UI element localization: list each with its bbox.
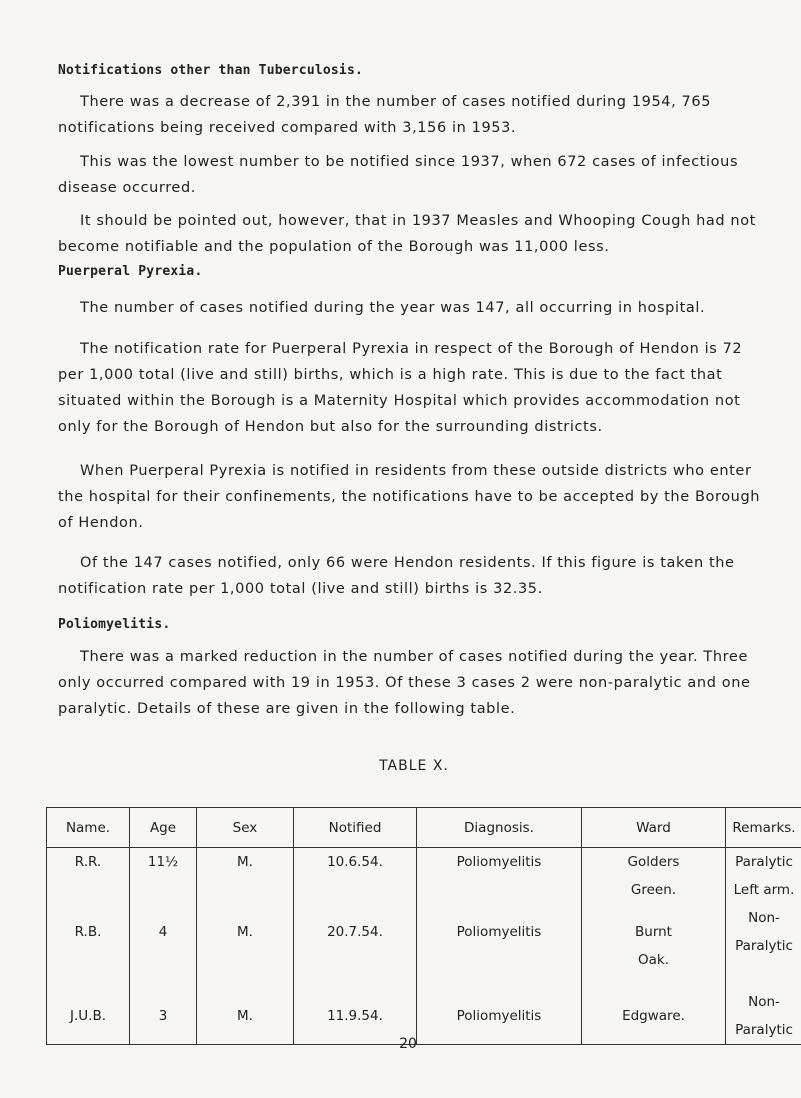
column-header-remarks: Remarks. [726,808,801,848]
cell-diagnosis: Poliomyelitis [417,848,582,905]
cell-remarks: Non-Paralytic [726,988,801,1045]
paragraph: The notification rate for Puerperal Pyrexia in respect of the Borough of Hendon is 72 per 1,000 total (live and still) births, which is a high rate. This is due to the fact that situated within the Borough is a Maternity Hospital which provides accommodation not only for the Borough of Hendon but also for the surrounding districts. [58,341,743,435]
column-header-ward: Ward [582,808,726,848]
heading-poliomyelitis: Poliomyelitis. [58,617,171,632]
cell-ward: Burnt Oak. [582,904,726,988]
poliomyelitis-table [46,807,801,1045]
cell-name: R.R. [47,848,130,905]
paragraph: There was a decrease of 2,391 in the number of cases notified during 1954, 765 notifications being received compared with 3,156 in 1953. [58,94,712,136]
paragraph: There was a marked reduction in the number of cases notified during the year. Three only occurred compared with 19 in 1953. Of these 3 cases 2 were non-paralytic and one paralytic. Details of these are given in the following table. [58,649,751,717]
table-title: TABLE X. [379,758,449,774]
cell-notified: 10.6.54. [294,848,417,905]
cell-age: 4 [130,904,197,988]
cell-notified: 20.7.54. [294,904,417,988]
heading-notifications: Notifications other than Tuberculosis. [58,63,364,78]
column-header-diagnosis: Diagnosis. [417,808,582,848]
cell-ward: Golders Green. [582,848,726,905]
paragraph: Of the 147 cases notified, only 66 were Hendon residents. If this figure is taken the notification rate per 1,000 total (live and still) births is 32.35. [58,555,735,597]
cell-ward: Edgware. [582,988,726,1045]
table-row [47,904,801,988]
cell-remarks: Non-Paralytic [726,904,801,988]
cell-age: 11½ [130,848,197,905]
page-number: 20 [399,1036,417,1052]
cell-notified: 11.9.54. [294,988,417,1045]
column-header-sex: Sex [197,808,294,848]
cell-sex: M. [197,904,294,988]
column-header-notified: Notified [294,808,417,848]
paragraph: The number of cases notified during the year was 147, all occurring in hospital. [80,300,706,316]
paragraph: This was the lowest number to be notified since 1937, when 672 cases of infectious disease occurred. [58,154,739,196]
column-header-name: Name. [47,808,130,848]
column-header-age: Age [130,808,197,848]
cell-diagnosis: Poliomyelitis [417,988,582,1045]
cell-remarks: Paralytic Left arm. [726,848,801,905]
cell-age: 3 [130,988,197,1045]
cell-diagnosis: Poliomyelitis [417,904,582,988]
cell-sex: M. [197,988,294,1045]
cell-sex: M. [197,848,294,905]
cell-name: R.B. [47,904,130,988]
cell-name: J.U.B. [47,988,130,1045]
paragraph: When Puerperal Pyrexia is notified in residents from these outside districts who enter the hospital for their confinements, the notifications have to be accepted by the Borough of Hendon. [58,463,761,531]
table-row [47,848,801,905]
table-header-row [47,808,801,848]
heading-puerperal-pyrexia: Puerperal Pyrexia. [58,264,203,279]
paragraph: It should be pointed out, however, that in 1937 Measles and Whooping Cough had not become notifiable and the population of the Borough was 11,000 less. [58,213,756,255]
